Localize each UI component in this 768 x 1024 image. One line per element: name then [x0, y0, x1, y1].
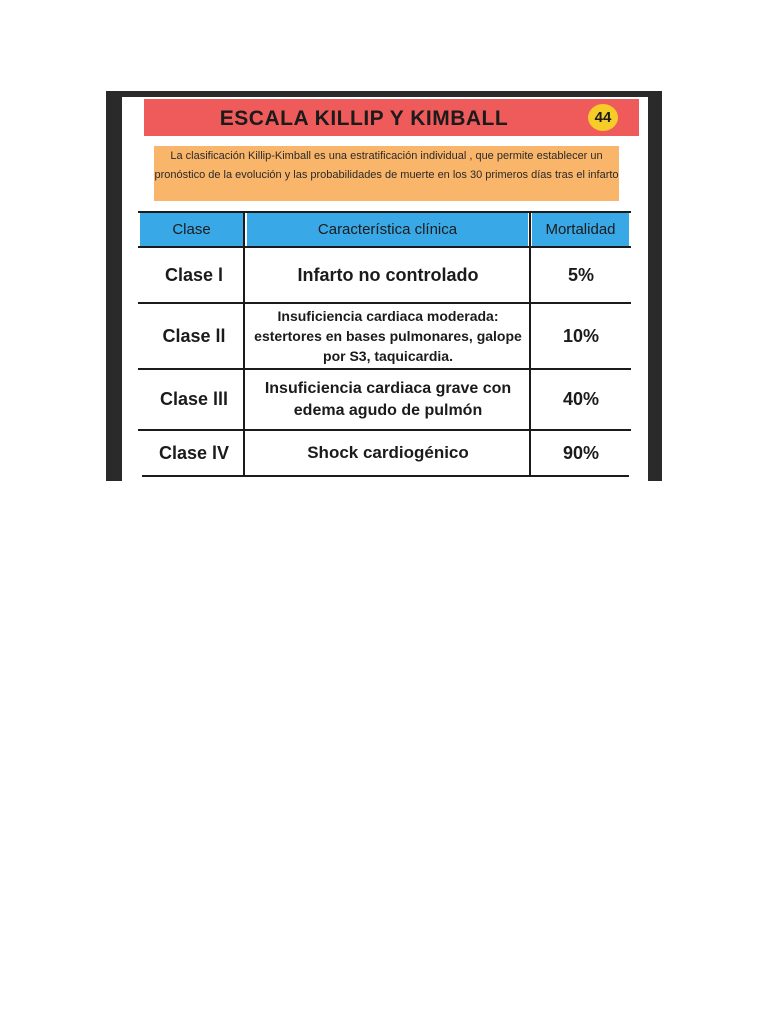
table-bottom-line — [142, 475, 629, 477]
table-cell-mortalidad: 5% — [567, 264, 594, 285]
table-cell-caracteristica: Insuficiencia cardiaca moderada: estertores en bases pulmonares, galope por S3, taquicardia. — [254, 308, 522, 364]
table-cell-clase: Clase lV — [158, 442, 230, 463]
page-number-badge: 44 — [588, 104, 618, 131]
header-clase: Clase — [140, 213, 243, 247]
intro-text: La clasificación Killip-Kimball es una estratificación individual , que permite establecer un pronóstico de la evolución y las probabilidades de muerte en los 30 primeros días tras el infarto — [154, 146, 619, 201]
table-cell-clase: Clase lll — [159, 389, 229, 409]
title-bar — [144, 99, 639, 136]
table-cell-clase: Clase ll — [162, 325, 226, 346]
table-cell-clase: Clase l — [164, 264, 224, 285]
table-top-line — [138, 211, 631, 213]
header-caracteristica: Característica clínica — [247, 213, 528, 247]
table-cell-caracteristica: Shock cardiogénico — [307, 443, 469, 462]
page-title: ESCALA KILLIP Y KIMBALL — [219, 107, 509, 130]
table-cell-mortalidad: 90% — [562, 442, 600, 463]
table-cell-caracteristica: Insuficiencia cardiaca grave con edema agudo de pulmón — [264, 379, 512, 419]
header-mortalidad: Mortalidad — [532, 213, 629, 247]
column-divider — [529, 211, 531, 477]
table-cell-mortalidad: 10% — [562, 325, 600, 346]
table-cell-mortalidad: 40% — [562, 389, 600, 409]
column-divider — [243, 211, 245, 477]
table-cell-caracteristica: Infarto no controlado — [297, 265, 479, 285]
